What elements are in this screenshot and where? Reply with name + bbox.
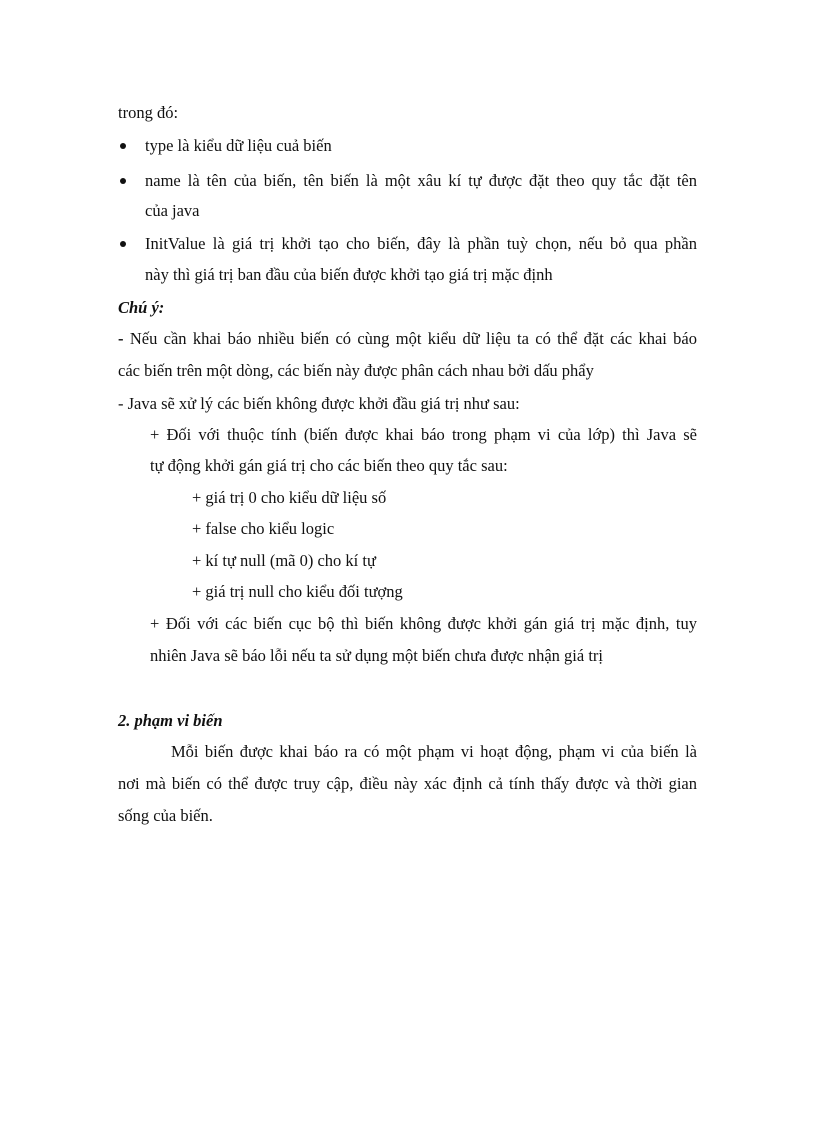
- bullet-text: type là kiểu dữ liệu cuả biến: [145, 136, 332, 155]
- bullet-text-continued: của java: [145, 201, 200, 220]
- section-paragraph: Mỗi biến được khai báo ra có một phạm vi hoạt động, phạm vi của biến là: [171, 742, 697, 761]
- bullet-text-continued: này thì giá trị ban đầu của biến được khởi tạo giá trị mặc định: [145, 265, 553, 284]
- bullet-text: InitValue là giá trị khởi tạo cho biến, đây là phần tuỳ chọn, nếu bỏ qua phần: [145, 234, 697, 253]
- rule-item: + false cho kiểu logic: [192, 519, 335, 538]
- intro-text: trong đó:: [118, 103, 179, 122]
- section-heading: 2. phạm vi biến: [118, 711, 223, 730]
- rule-item: + giá trị null cho kiểu đối tượng: [192, 582, 403, 601]
- bullet-icon: [120, 178, 126, 184]
- bullet-icon: [120, 241, 126, 247]
- note-dash: -: [118, 329, 124, 348]
- section-paragraph-continued: nơi mà biến có thể được truy cập, điều này xác định cả tính thấy được và thời gian: [118, 774, 697, 793]
- rule-item: + kí tự null (mã 0) cho kí tự: [192, 551, 376, 570]
- sub-paragraph: + Đối với thuộc tính (biến được khai báo trong phạm vi của lớp) thì Java sẽ: [150, 425, 697, 444]
- note-paragraph: [118, 329, 697, 349]
- bullet-icon: [120, 143, 126, 149]
- rule-item: + giá trị 0 cho kiểu dữ liệu số: [192, 488, 387, 507]
- section-paragraph-continued: sống của biến.: [118, 806, 213, 825]
- note-heading: Chú ý:: [118, 298, 165, 317]
- bullet-text: name là tên của biến, tên biến là một xâu kí tự được đặt theo quy tắc đặt tên: [145, 171, 697, 190]
- note-paragraph-continued: các biến trên một dòng, các biến này được phân cách nhau bởi dấu phẩy: [118, 361, 594, 380]
- sub-paragraph: + Đối với các biến cục bộ thì biến không được khởi gán giá trị mặc định, tuy: [150, 614, 697, 633]
- note-paragraph: - Java sẽ xử lý các biến không được khởi đầu giá trị như sau:: [118, 394, 520, 413]
- sub-paragraph-continued: tự động khởi gán giá trị cho các biến theo quy tắc sau:: [150, 456, 508, 475]
- sub-paragraph-continued: nhiên Java sẽ báo lỗi nếu ta sử dụng một biến chưa được nhận giá trị: [150, 646, 603, 665]
- note-text: Nếu cần khai báo nhiều biến có cùng một kiểu dữ liệu ta có thể đặt các khai báo: [123, 329, 697, 348]
